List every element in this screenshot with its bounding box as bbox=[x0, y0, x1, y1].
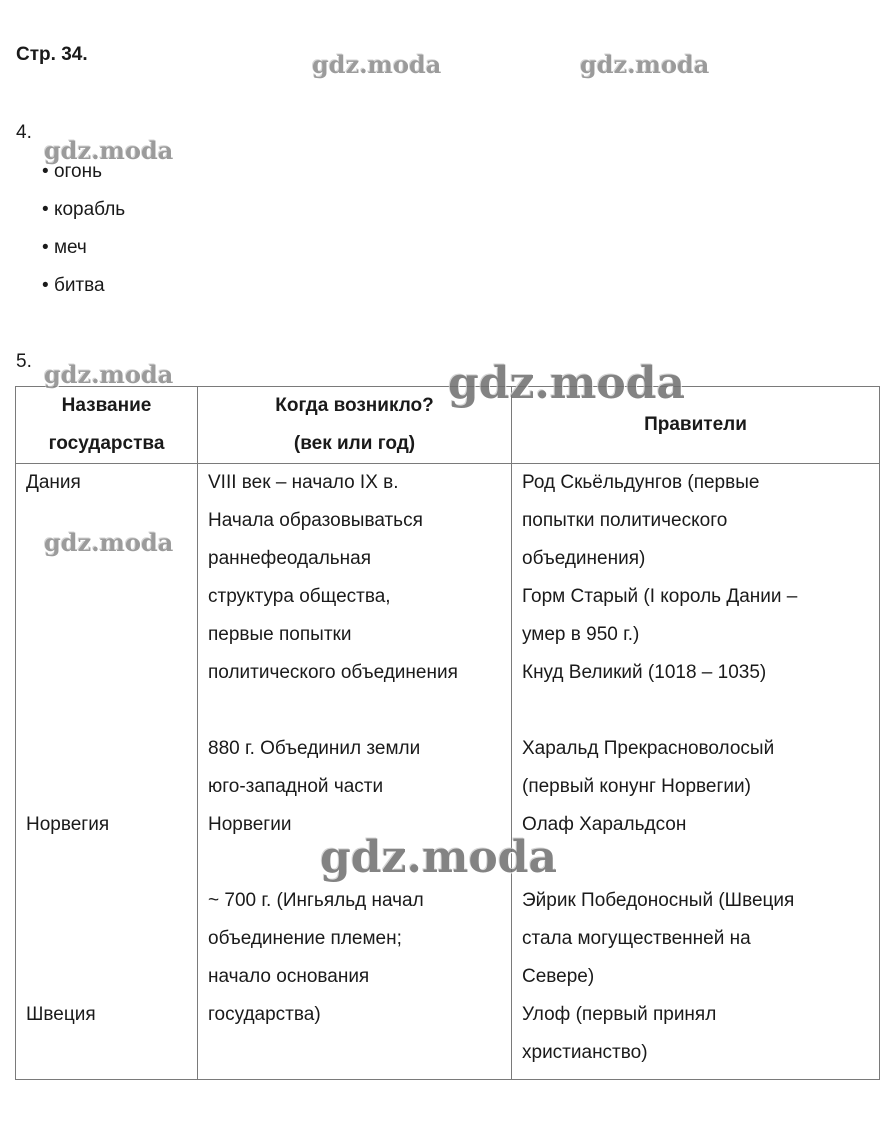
page-label: Стр. 34. bbox=[16, 44, 88, 65]
watermark-logo: gdz.moda bbox=[312, 50, 442, 79]
country-norway: Норвегия bbox=[26, 814, 110, 835]
watermark-logo: gdz.moda bbox=[44, 136, 174, 165]
task-4-number: 4. bbox=[16, 122, 32, 143]
list-item: • корабль bbox=[42, 198, 125, 236]
list-item: • битва bbox=[42, 274, 125, 312]
watermark-logo: gdz.moda bbox=[44, 528, 174, 557]
country-sweden: Швеция bbox=[26, 1004, 96, 1025]
task-5-number: 5. bbox=[16, 351, 32, 372]
watermark-logo: gdz.moda bbox=[44, 360, 174, 389]
task-4-list bbox=[42, 160, 125, 312]
list-item: • меч bbox=[42, 236, 125, 274]
watermark-logo: gdz.moda bbox=[580, 50, 710, 79]
country-denmark: Дания bbox=[26, 472, 81, 493]
header-when: Когда возникло? (век или год) bbox=[198, 387, 512, 464]
header-rulers: Правители bbox=[512, 387, 880, 464]
watermark-logo: gdz.moda bbox=[448, 358, 686, 409]
when-cell: VIII век – начало IX в. Начала образовываться раннефеодальная структура общества, первые попытки политического объединения 880 г. Объединил земли юго-западной части Норвегии ~ 700 г. (Ингьяльд начал объединение племен; начало основания государства) bbox=[198, 464, 512, 1080]
list-item: • огонь bbox=[42, 160, 125, 198]
states-table bbox=[15, 386, 880, 1080]
header-name: Название государства bbox=[16, 387, 198, 464]
watermark-logo: gdz.moda bbox=[320, 832, 558, 883]
rulers-cell: Род Скьёльдунгов (первые попытки политического объединения) Горм Старый (I король Дании – умер в 950 г.) Кнуд Великий (1018 – 1035) Харальд Прекрасноволосый (первый конунг Норвегии) Олаф Харальдсон Эйрик Победоносный (Швеция стала могущественней на Севере) Улоф (первый принял христианство) bbox=[512, 464, 880, 1080]
